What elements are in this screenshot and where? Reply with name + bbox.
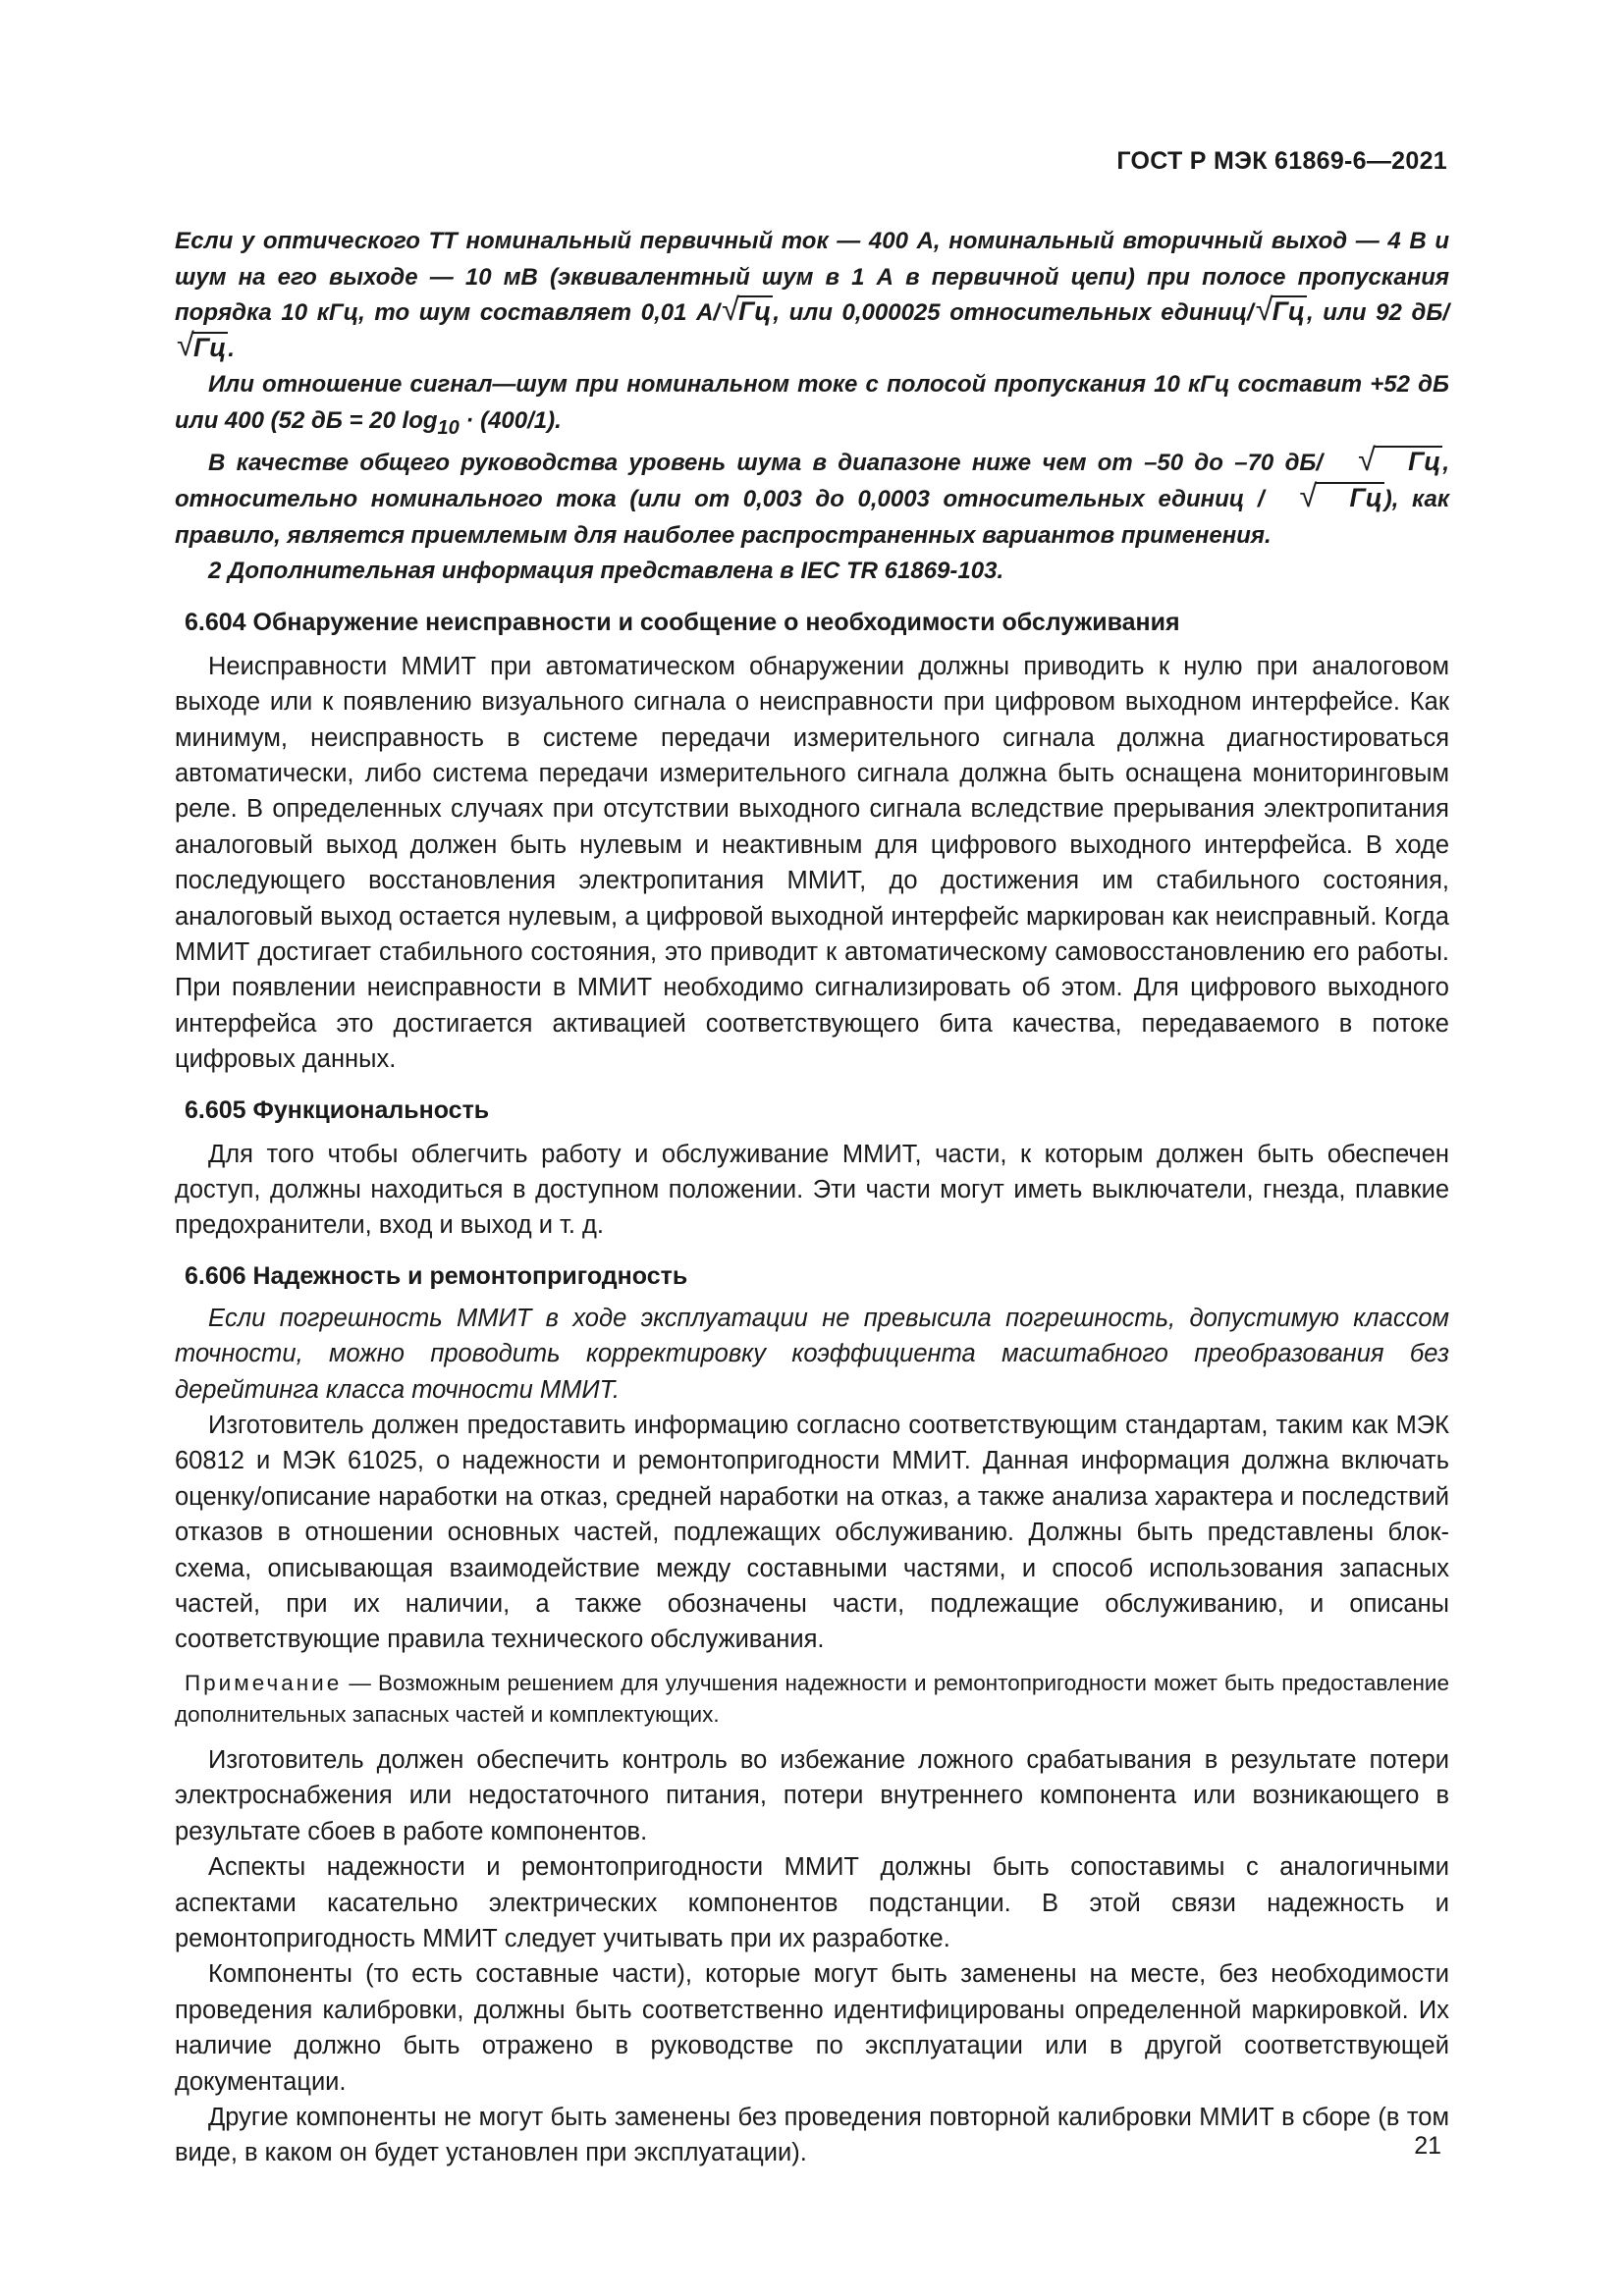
note-text: Или отношение сигнал—шум при номинальном токе с полосой пропускания 10 кГц составит +52 дБ или 400 (52 дБ = 20 log [175,371,1449,434]
note-text: . [228,335,235,362]
note-text: , или 92 дБ/ [1306,299,1449,327]
sqrt-hz-symbol [1256,295,1307,325]
note-paragraph-1 [175,224,1449,367]
note-text: , относительно номинального тока (или от 0,003 до 0,0003 относительных единиц / [175,450,1449,512]
note-text: В качестве общего руководства уровень шума в диапазоне ниже чем от –50 до –70 дБ/ [208,450,1324,477]
note-paragraph-3 [175,446,1449,554]
sqrt-unit: Гц [193,332,227,362]
section-6-606-paragraph-3: Аспекты надежности и ремонтопригодности ММИТ должны быть сопоставимы с аналогичными аспектами касательно электрических компонентов подстанции. В этой связи надежность и ремонтопригодность ММИТ следует учитывать при их разработке. [175,1853,1449,1952]
section-6-606-paragraph-4: Компоненты (то есть составные части), которые могут быть заменены на месте, без необходимости проведения калибровки, должны быть соответственно идентифицированы определенной маркировкой. Их наличие должно быть отражено в руководстве по эксплуатации или в другой соответствующей документации. [175,1960,1449,2096]
document-header: ГОСТ Р МЭК 61869-6—2021 [1116,147,1447,175]
note-paragraph-2 [175,367,1449,446]
section-6-606-paragraph-2: Изготовитель должен обеспечить контроль во избежание ложного срабатывания в результате потери электроснабжения или недостаточного питания, потери внутреннего компонента или возникающего в результате сбоев в работе компонентов. [175,1745,1449,1845]
section-6-605-paragraph: Для того чтобы облегчить работу и обслуживание ММИТ, части, к которым должен быть обеспечен доступ, должны находиться в доступном положении. Эти части могут иметь выключатели, гнезда, плавкие предохранители, вход и выход и т. д. [175,1140,1449,1240]
note-paragraph-4: 2 Дополнительная информация представлена в IEC TR 61869-103. [208,558,1004,585]
sqrt-unit: Гц [738,296,772,327]
sqrt-hz-symbol [722,295,773,325]
sqrt-hz-symbol [177,332,228,361]
sqrt-unit: Гц [1316,482,1384,510]
note-text: ), как правило, является приемлемым для наиболее распространенных вариантов применения. [175,485,1450,549]
sqrt-hz-symbol [1325,446,1442,475]
section-6-606-paragraph-5: Другие компоненты не могут быть заменены без проведения повторной калибровки ММИТ в сборе (в том виде, в каком он будет установлен при эксплуатации). [175,2103,1449,2167]
section-6-606-paragraph-1: Изготовитель должен предоставить информацию согласно соответствующим стандартам, таким как МЭК 60812 и МЭК 61025, о надежности и ремонтопригодности ММИТ. Данная информация должна включать оценку/описание наработки на отказ, средней наработки на отказ, а также анализа характера и последствий отказов в отношении основных частей, подлежащих обслуживанию. Должны быть представлены блок-схема, описывающая взаимодействие между составными частями, и способ использования запасных частей, при их наличии, а также обозначены части, подлежащие обслуживанию, и описаны соответствующие правила технического обслуживания. [175,1412,1449,1654]
section-6-606-note [175,1668,1449,1731]
section-heading-6-606: 6.606 Надежность и ремонтопригодность [185,1261,688,1290]
page-number: 21 [1414,2132,1441,2160]
sqrt-unit: Гц [1374,446,1442,474]
note-text: , или 0,000025 относительных единиц/ [773,299,1254,327]
section-heading-6-604: 6.604 Обнаружение неисправности и сообщение о необходимости обслуживания [185,608,1180,636]
page-content [175,224,1449,2171]
sqrt-unit: Гц [1272,296,1305,327]
note-text: · (400/1). [459,406,562,434]
log-subscript: 10 [437,416,460,439]
section-heading-6-605: 6.605 Функциональность [185,1095,490,1124]
section-6-604-paragraph: Неисправности ММИТ при автоматическом обнаружении должны приводить к нулю при аналоговом выходе или к появлению визуального сигнала о неисправности при цифровом выходном интерфейсе. Как минимум, неисправность в системе передачи измерительного сигнала должна диагностироваться автоматически, либо система передачи измерительного сигнала должна быть оснащена мониторинговым реле. В определенных случаях при отсутствии выходного сигнала вследствие прерывания электропитания аналоговый выход должен быть нулевым и неактивным для цифрового выходного интерфейса. В ходе последующего восстановления электропитания ММИТ, до достижения им стабильного состояния, аналоговый выход остается нулевым, а цифровой выходной интерфейс маркирован как неисправный. Когда ММИТ достигает стабильного состояния, это приводит к автоматическому самовосстановлению его работы. При появлении неисправности в ММИТ необходимо сигнализировать об этом. Для цифрового выходного интерфейса это достигается активацией соответствующего бита качества, передаваемого в потоке цифровых данных. [175,652,1449,1074]
note-body: — Возможным решением для улучшения надежности и ремонтопригодности может быть предоставление дополнительных запасных частей и комплектующих. [175,1670,1449,1727]
sqrt-hz-symbol [1267,482,1384,511]
section-6-606-italic-paragraph: Если погрешность ММИТ в ходе эксплуатации не превысила погрешность, допустимую классом точности, можно проводить корректировку коэффициента масштабного преобразования без дерейтинга класса точности ММИТ. [175,1304,1449,1404]
note-text: Если у оптического ТТ номинальный первичный ток — 400 А, номинальный вторичный выход — 4 В и шум на его выходе — 10 мВ (эквивалентный шум в 1 А в первичной цепи) при полосе пропускания порядка 10 кГц, то шум составляет 0,01 А/ [175,228,1449,327]
note-label: Примечание [185,1670,343,1695]
